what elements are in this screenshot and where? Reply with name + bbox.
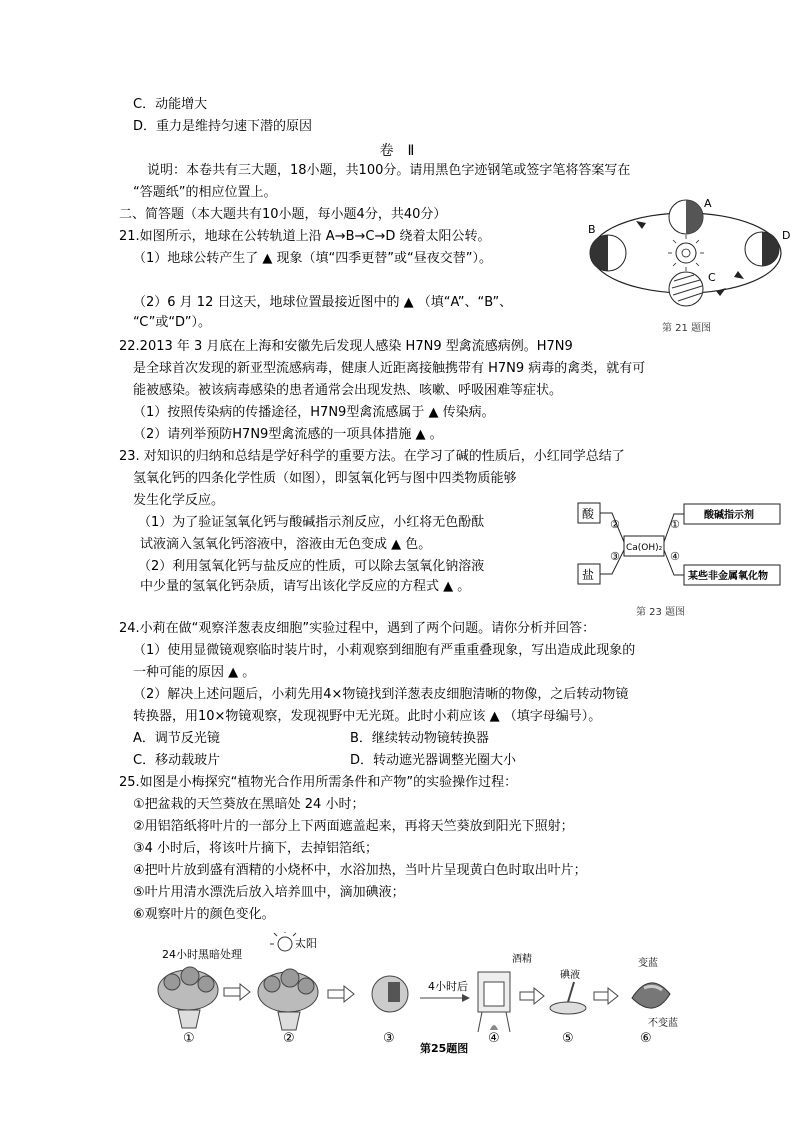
q23-part1-cont: 试液滴入氢氧化钙溶液中，溶液由无色变成 ▲ 色。: [140, 537, 432, 552]
plant-icon: [158, 967, 218, 1028]
oxide-label: 某些非金属氧化物: [688, 571, 768, 582]
svg-text:③: ③: [383, 1031, 395, 1046]
q21-caption: 第 21 题图: [662, 323, 712, 334]
q24-stem: 24.小莉在做“观察洋葱表皮细胞”实验过程中，遇到了两个问题。请你分析并回答：: [119, 621, 596, 636]
iodine-label: 碘液: [560, 970, 580, 981]
label-c: C: [708, 271, 716, 284]
q23-part1: （1）为了验证氢氧化钙与酸碱指示剂反应，小红将无色酚酞: [138, 515, 485, 530]
svg-text:③: ③: [610, 550, 620, 563]
q21-part2: （2）6 月 12 日这天，地球位置最接近图中的 ▲ （填“A”、“B”、: [133, 295, 513, 310]
svg-text:⑥: ⑥: [640, 1031, 652, 1046]
svg-text:②: ②: [610, 518, 620, 531]
label-d: D: [782, 229, 791, 242]
q24-option-d: D．转动遮光器调整光圈大小: [350, 753, 517, 768]
q24-part2: （2）解决上述问题后，小莉先用4×物镜找到洋葱表皮细胞清晰的物像，之后转动物镜: [133, 687, 629, 702]
q23-stem-cont2: 发生化学反应。: [133, 493, 225, 508]
q25-step3: ③4 小时后，将该叶片摘下，去掉铝箔纸；: [133, 841, 379, 856]
q22-part1: （1）按照传染病的传播途径，H7N9型禽流感属于 ▲ 传染病。: [133, 405, 495, 420]
q25-step2: ②用铝箔纸将叶片的一部分上下两面遮盖起来，再将天竺葵放到阳光下照射；: [133, 819, 574, 834]
q24-part1: （1）使用显微镜观察临时装片时，小莉观察到细胞有严重重叠现象，写出造成此现象的: [133, 643, 636, 658]
q25-step4: ④把叶片放到盛有酒精的小烧杯中，水浴加热，当叶片呈现黄白色时取出叶片；: [133, 863, 587, 878]
svg-text:①: ①: [183, 1031, 195, 1046]
alcohol-label: 酒精: [512, 954, 532, 965]
dark-label: 24小时黑暗处理: [162, 948, 242, 961]
svg-text:④: ④: [670, 550, 680, 563]
beaker-icon: [478, 972, 510, 1032]
label-b: B: [588, 223, 596, 236]
orbit-diagram: [586, 195, 794, 320]
q21-part1: （1）地球公转产生了 ▲ 现象（填“四季更替”或“昼夜交替”）。: [133, 251, 492, 266]
svg-text:⑤: ⑤: [562, 1031, 574, 1046]
arrow-icon: [328, 986, 354, 1002]
q23-caption: 第 23 题图: [636, 607, 686, 618]
q25-stem: 25.如图是小梅探究“植物光合作用所需条件和产物”的实验操作过程：: [119, 775, 518, 790]
section-title: 卷 Ⅱ: [379, 143, 415, 159]
q24-part1-cont: 一种可能的原因 ▲ 。: [133, 665, 256, 680]
svg-text:④: ④: [488, 1031, 500, 1046]
label-a: A: [704, 197, 712, 210]
q22-stem-cont2: 能被感染。被该病毒感染的患者通常会出现发热、咳嗽、呼吸困难等症状。: [133, 383, 563, 398]
option-c: C．动能增大: [133, 97, 208, 112]
q24-part2-cont: 转换器，用10×物镜观察，发现视野中无光斑。此时小莉应该 ▲ （填字母编号）。: [133, 709, 602, 724]
q21-stem: 21.如图所示，地球在公转轨道上沿 A→B→C→D 绕着太阳公转。: [119, 229, 491, 244]
q22-stem: 22.2013 年 3 月底在上海和安徽先后发现人感染 H7N9 型禽流感病例。H7N9: [119, 339, 573, 354]
hours-label: 4小时后: [428, 980, 468, 993]
photosynthesis-diagram: [150, 932, 690, 1057]
q25-step6: ⑥观察叶片的颜色变化。: [133, 907, 275, 922]
q22-stem-cont: 是全球首次发现的新亚型流感病毒，健康人近距离接触携带有 H7N9 病毒的禽类，就有可: [133, 361, 646, 376]
q25-step1: ①把盆栽的天竺葵放在黑暗处 24 小时；: [133, 797, 365, 812]
calcium-hydroxide-diagram: [574, 498, 786, 593]
section-heading: 二、简答题（本大题共有10小题，每小题4分，共40分）: [119, 207, 447, 222]
arrow-icon: [420, 994, 470, 1002]
arrow-icon: [594, 988, 618, 1004]
caoh2-label: Ca(OH)₂: [626, 543, 663, 553]
q25-caption: 第25题图: [420, 1042, 469, 1055]
q25-step5: ⑤叶片用清水漂洗后放入培养皿中，滴加碘液；: [133, 885, 405, 900]
q23-stem-cont: 氢氧化钙的四条化学性质（如图），即氢氧化钙与图中四类物质能够: [133, 471, 517, 486]
q23-stem: 23. 对知识的归纳和总结是学好科学的重要方法。在学习了碱的性质后，小红同学总结了: [119, 449, 625, 464]
plant-icon: [258, 969, 318, 1030]
indicator-label: 酸碱指示剂: [704, 510, 754, 521]
arrow-icon: [224, 984, 250, 1000]
q24-option-c: C．移动载玻片: [133, 753, 221, 768]
svg-text:②: ②: [283, 1031, 295, 1046]
leaf-icon: [372, 976, 408, 1012]
notblue-label: 不变蓝: [648, 1018, 678, 1029]
sun-label: 太阳: [295, 937, 317, 950]
blue-label: 变蓝: [638, 958, 658, 969]
acid-label: 酸: [582, 507, 595, 521]
q21-part2-cont: “C”或“D”）。: [133, 315, 211, 330]
option-d: D．重力是维持匀速下潜的原因: [133, 119, 313, 134]
arrow-icon: [520, 988, 544, 1004]
q23-part2: （2）利用氢氧化钙与盐反应的性质，可以除去氢氧化钠溶液: [138, 559, 485, 574]
petri-dish-icon: [550, 982, 586, 1014]
q24-option-a: A．调节反光镜: [133, 731, 220, 746]
leaf-icon: [632, 983, 670, 1008]
salt-label: 盐: [582, 568, 595, 582]
section-note-cont: “答题纸”的相应位置上。: [133, 185, 277, 200]
q24-option-b: B．继续转动物镜转换器: [350, 731, 489, 746]
q22-part2: （2）请列举预防H7N9型禽流感的一项具体措施 ▲ 。: [133, 427, 443, 442]
q23-part2-cont: 中少量的氢氧化钙杂质，请写出该化学反应的方程式 ▲ 。: [140, 579, 471, 594]
section-note: 说明：本卷共有三大题，18小题，共100分。请用黑色字迹钢笔或签字笔将答案写在: [147, 163, 631, 178]
svg-text:①: ①: [670, 518, 680, 531]
